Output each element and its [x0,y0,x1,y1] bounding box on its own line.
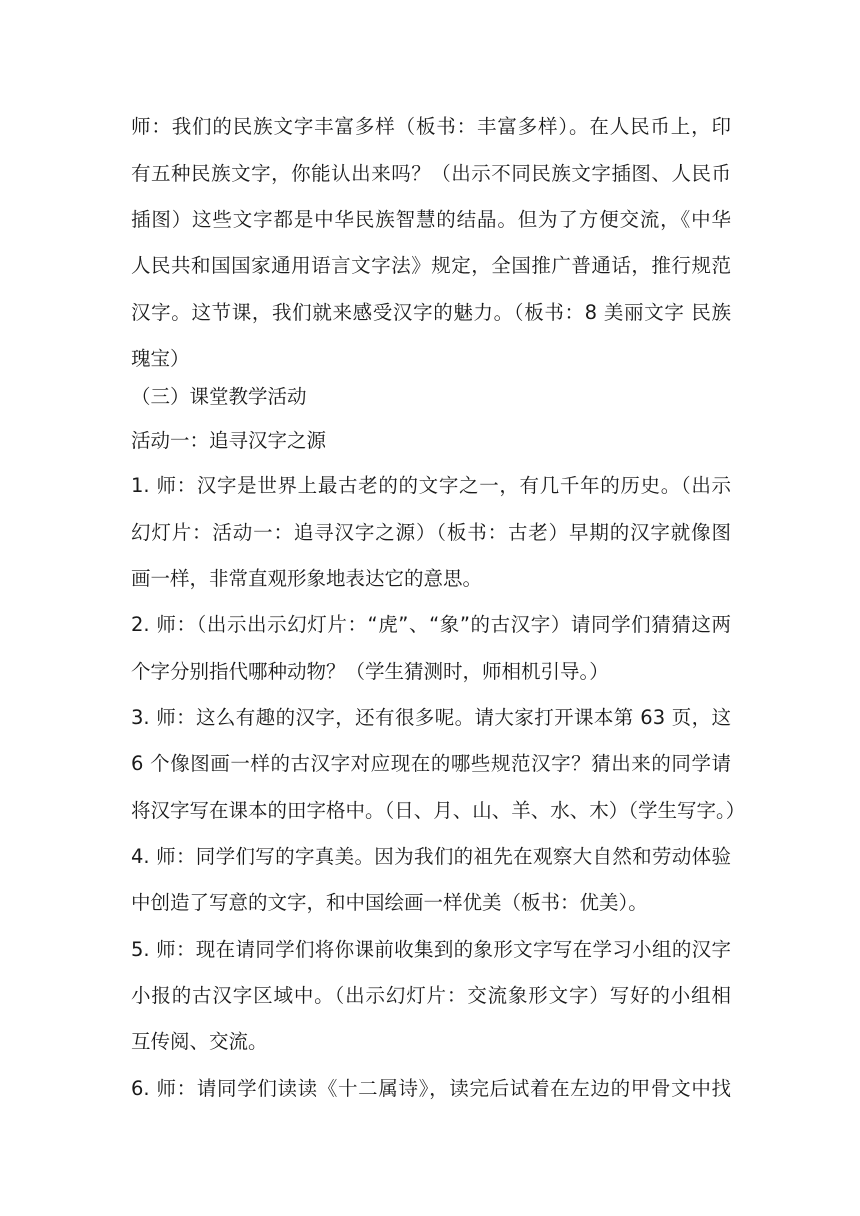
activity-heading: 活动一：追寻汉字之源 [131,429,327,452]
text-line: 将汉字写在课本的田字格中。（日、月、山、羊、水、木）（学生写字。） [131,799,746,822]
text-line: 瑰宝） [131,347,190,370]
text-line: 互传阅、交流。 [131,1030,268,1053]
text-line: 师：我们的民族文字丰富多样（板书：丰富多样）。在人民币上，印 [131,115,731,138]
text-line: 人民共和国国家通用语言文字法》规定，全国推广普通话，推行规范 [131,254,731,277]
text-line: 6. 师：请同学们读读《十二属诗》，读完后试着在左边的甲骨文中找 [131,1077,731,1100]
text-line: 4. 师：同学们写的字真美。因为我们的祖先在观察大自然和劳动体验 [131,845,731,868]
text-line: 5. 师：现在请同学们将你课前收集到的象形文字写在学习小组的汉字 [131,938,731,961]
text-line: 画一样，非常直观形象地表达它的意思。 [131,567,483,590]
text-line: 有五种民族文字，你能认出来吗？（出示不同民族文字插图、人民币 [131,162,731,185]
text-line: 2. 师：（出示出示幻灯片：“虎”、“象”的古汉字）请同学们猜猜这两 [131,613,731,636]
text-line: 1. 师：汉字是世界上最古老的的文字之一，有几千年的历史。（出示 [131,474,731,497]
section-heading: （三）课堂教学活动 [131,385,307,408]
text-line: 3. 师：这么有趣的汉字，还有很多呢。请大家打开课本第 63 页，这 [131,706,731,729]
text-line: 个字分别指代哪种动物？（学生猜测时，师相机引导。） [131,660,609,683]
text-line: 小报的古汉字区域中。（出示幻灯片：交流象形文字）写好的小组相 [131,984,731,1007]
text-line: 中创造了写意的文字，和中国绘画一样优美（板书：优美）。 [131,891,648,914]
text-line: 6 个像图画一样的古汉字对应现在的哪些规范汉字？猜出来的同学请 [131,752,731,775]
text-line: 插图）这些文字都是中华民族智慧的结晶。但为了方便交流，《中华 [131,208,731,231]
text-line: 幻灯片：活动一：追寻汉字之源）（板书：古老）早期的汉字就像图 [131,521,731,544]
text-line: 汉字。这节课，我们就来感受汉字的魅力。（板书：8 美丽文字 民族 [131,301,731,324]
